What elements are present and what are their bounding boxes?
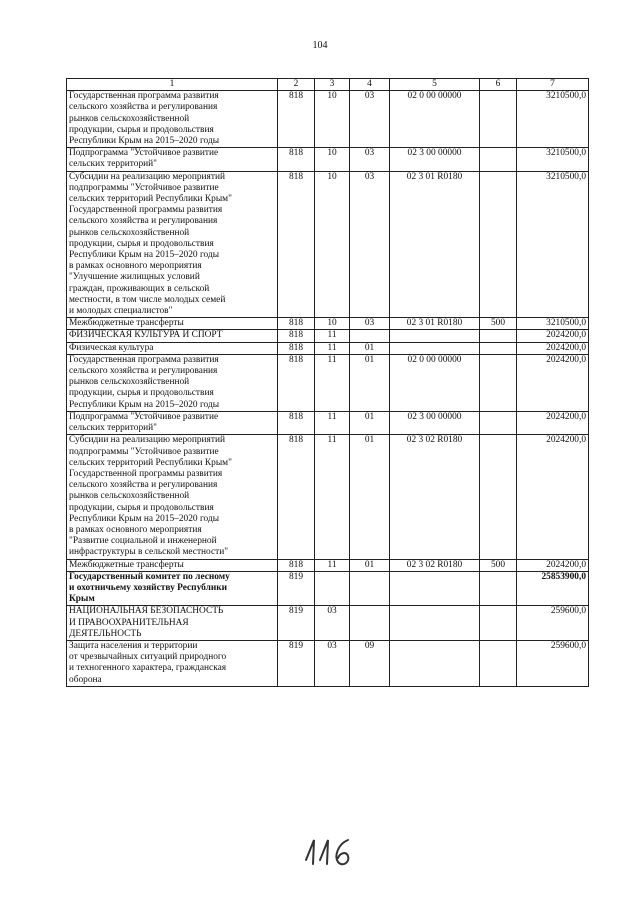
cell-c6 — [480, 354, 517, 411]
cell-c2: 818 — [278, 435, 315, 559]
cell-c6: 500 — [480, 318, 517, 330]
cell-c6 — [480, 171, 517, 318]
cell-c5: 02 0 00 00000 — [390, 91, 480, 148]
cell-c2: 818 — [278, 411, 315, 434]
cell-c5: 02 3 01 R0180 — [390, 318, 480, 330]
cell-c5 — [390, 342, 480, 354]
cell-name: Подпрограмма "Устойчивое развитие сельских территорий" — [67, 148, 278, 171]
table-row — [67, 571, 589, 606]
cell-name: Межбюджетные трансферты — [67, 559, 278, 571]
column-number-header — [67, 79, 589, 91]
cell-c2: 818 — [278, 342, 315, 354]
cell-c4: 03 — [350, 171, 390, 318]
cell-name: Субсидии на реализацию мероприятий подпрограммы "Устойчивое развитие сельских территорий Республики Крым" Государственной программы развития сельского хозяйства и регулирования рынков сельскохозяйственной продукции, сырья и продовольствия Республики Крым на 2015–2020 годы в рамках основного мероприятия "Развитие социальной и инженерной инфраструктуры в сельской местности" — [67, 435, 278, 559]
cell-c6 — [480, 330, 517, 342]
cell-c4: 03 — [350, 318, 390, 330]
cell-c3: 03 — [315, 606, 350, 641]
cell-c7: 3210500,0 — [517, 171, 589, 318]
table-row — [67, 354, 589, 411]
cell-c5 — [390, 606, 480, 641]
cell-c7: 2024200,0 — [517, 559, 589, 571]
cell-c6 — [480, 148, 517, 171]
cell-name: ФИЗИЧЕСКАЯ КУЛЬТУРА И СПОРТ — [67, 330, 278, 342]
cell-c4: 01 — [350, 559, 390, 571]
table-row — [67, 640, 589, 686]
table-row — [67, 411, 589, 434]
cell-c7: 2024200,0 — [517, 411, 589, 434]
cell-c7: 259600,0 — [517, 640, 589, 686]
cell-c3: 11 — [315, 559, 350, 571]
table-row — [67, 91, 589, 148]
cell-c6 — [480, 640, 517, 686]
cell-c3: 11 — [315, 330, 350, 342]
cell-c2: 819 — [278, 640, 315, 686]
cell-name: Государственная программа развития сельского хозяйства и регулирования рынков сельскохозяйственной продукции, сырья и продовольствия Республики Крым на 2015–2020 годы — [67, 354, 278, 411]
cell-c6 — [480, 435, 517, 559]
column-header: 1 — [67, 79, 278, 91]
cell-c4: 01 — [350, 354, 390, 411]
table-row — [67, 318, 589, 330]
cell-c6: 500 — [480, 559, 517, 571]
cell-c7: 259600,0 — [517, 606, 589, 641]
cell-c3: 10 — [315, 148, 350, 171]
cell-c5 — [390, 640, 480, 686]
cell-c7: 2024200,0 — [517, 342, 589, 354]
table-row — [67, 435, 589, 559]
cell-c7: 2024200,0 — [517, 330, 589, 342]
cell-c2: 818 — [278, 318, 315, 330]
cell-c5 — [390, 330, 480, 342]
cell-name: Субсидии на реализацию мероприятий подпрограммы "Устойчивое развитие сельских территорий Республики Крым" Государственной программы развития сельского хозяйства и регулирования рынков сельскохозяйственной продукции, сырья и продовольствия Республики Крым на 2015–2020 годы в рамках основного мероприятия "Улучшение жилищных условий граждан, проживающих в сельской местности, в том числе молодых семей и молодых специалистов" — [67, 171, 278, 318]
page-number: 104 — [312, 40, 328, 51]
cell-c4: 03 — [350, 148, 390, 171]
cell-name: Защита населения и территории от чрезвычайных ситуаций природного и техногенного характера, гражданская оборона — [67, 640, 278, 686]
cell-c5: 02 3 01 R0180 — [390, 171, 480, 318]
cell-c4 — [350, 330, 390, 342]
cell-c4: 01 — [350, 342, 390, 354]
cell-c3 — [315, 571, 350, 606]
cell-c4: 09 — [350, 640, 390, 686]
cell-c6 — [480, 91, 517, 148]
cell-c5: 02 0 00 00000 — [390, 354, 480, 411]
cell-c5: 02 3 00 00000 — [390, 411, 480, 434]
cell-c2: 819 — [278, 571, 315, 606]
cell-c4 — [350, 606, 390, 641]
column-header: 2 — [278, 79, 315, 91]
cell-c7: 2024200,0 — [517, 354, 589, 411]
cell-c7: 3210500,0 — [517, 148, 589, 171]
cell-c5: 02 3 02 R0180 — [390, 559, 480, 571]
table-row — [67, 342, 589, 354]
cell-c2: 818 — [278, 148, 315, 171]
cell-c3: 11 — [315, 354, 350, 411]
cell-c7: 3210500,0 — [517, 318, 589, 330]
cell-c7: 3210500,0 — [517, 91, 589, 148]
cell-name: Физическая культура — [67, 342, 278, 354]
cell-c3: 11 — [315, 411, 350, 434]
table-row — [67, 171, 589, 318]
cell-c3: 10 — [315, 171, 350, 318]
cell-c3: 10 — [315, 318, 350, 330]
cell-name: Подпрограмма "Устойчивое развитие сельских территорий" — [67, 411, 278, 434]
cell-c4: 01 — [350, 411, 390, 434]
cell-c5: 02 3 02 R0180 — [390, 435, 480, 559]
budget-table — [66, 78, 589, 687]
cell-c7: 25853900,0 — [517, 571, 589, 606]
column-header: 3 — [315, 79, 350, 91]
table-row — [67, 559, 589, 571]
cell-c2: 818 — [278, 91, 315, 148]
cell-c3: 10 — [315, 91, 350, 148]
cell-c2: 818 — [278, 559, 315, 571]
cell-c2: 819 — [278, 606, 315, 641]
cell-c6 — [480, 571, 517, 606]
table-row — [67, 330, 589, 342]
cell-c4: 01 — [350, 435, 390, 559]
cell-c5 — [390, 571, 480, 606]
column-header: 7 — [517, 79, 589, 91]
cell-name: Государственная программа развития сельского хозяйства и регулирования рынков сельскохозяйственной продукции, сырья и продовольствия Республики Крым на 2015–2020 годы — [67, 91, 278, 148]
cell-c3: 11 — [315, 435, 350, 559]
cell-c6 — [480, 411, 517, 434]
cell-c4: 03 — [350, 91, 390, 148]
cell-name: Межбюджетные трансферты — [67, 318, 278, 330]
cell-name: Государственный комитет по лесному и охотничьему хозяйству Республики Крым — [67, 571, 278, 606]
handwritten-page-number — [300, 830, 370, 870]
table-row — [67, 148, 589, 171]
cell-c2: 818 — [278, 171, 315, 318]
cell-c3: 11 — [315, 342, 350, 354]
column-header: 5 — [390, 79, 480, 91]
table-row — [67, 606, 589, 641]
cell-c7: 2024200,0 — [517, 435, 589, 559]
column-header: 4 — [350, 79, 390, 91]
column-header: 6 — [480, 79, 517, 91]
cell-c6 — [480, 606, 517, 641]
cell-c5: 02 3 00 00000 — [390, 148, 480, 171]
cell-c6 — [480, 342, 517, 354]
cell-c4 — [350, 571, 390, 606]
cell-name: НАЦИОНАЛЬНАЯ БЕЗОПАСНОСТЬ И ПРАВООХРАНИТЕЛЬНАЯ ДЕЯТЕЛЬНОСТЬ — [67, 606, 278, 641]
cell-c3: 03 — [315, 640, 350, 686]
cell-c2: 818 — [278, 330, 315, 342]
cell-c2: 818 — [278, 354, 315, 411]
